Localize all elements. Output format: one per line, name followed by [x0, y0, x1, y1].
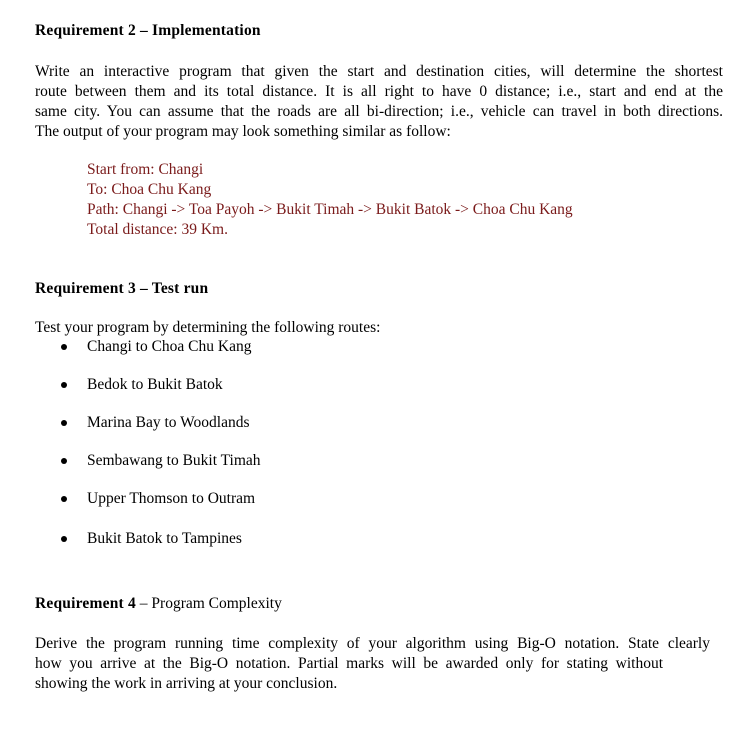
- list-item: [0, 451, 754, 489]
- sample-destination: To: Choa Chu Kang: [87, 181, 212, 198]
- bullet-icon: [61, 458, 67, 464]
- req4-line: Derive the program running time complexity of your algorithm using Big-O notation. State clearly: [35, 635, 710, 652]
- req2-line: same city. You can assume that the roads are all bi-direction; i.e., vehicle can travel in both directions.: [35, 103, 723, 120]
- req2-line: Write an interactive program that given the start and destination cities, will determine the shortest: [35, 63, 723, 80]
- req4-heading: [35, 595, 282, 613]
- bullet-icon: [61, 344, 67, 350]
- req4-line: how you arrive at the Big-O notation. Partial marks will be awarded only for stating without: [35, 655, 663, 672]
- list-item: [0, 529, 754, 567]
- req3-intro: [35, 318, 723, 338]
- route-text: Sembawang to Bukit Timah: [87, 452, 261, 469]
- req3-heading-text: Requirement 3 – Test run: [35, 280, 209, 297]
- bullet-icon: [61, 536, 67, 542]
- test-route-list: [0, 337, 754, 567]
- route-text: Upper Thomson to Outram: [87, 490, 256, 507]
- list-item: [0, 375, 754, 413]
- req2-line: route between them and its total distance. It is all right to have 0 distance; i.e., start and end at the: [35, 83, 723, 100]
- sample-distance: Total distance: 39 Km.: [87, 221, 228, 238]
- list-item: [0, 337, 754, 375]
- route-text: Marina Bay to Woodlands: [87, 414, 250, 431]
- req4-heading-rest: – Program Complexity: [135, 595, 282, 612]
- req2-paragraph: [35, 62, 723, 142]
- req3-heading: [35, 280, 208, 298]
- route-text: Bedok to Bukit Batok: [87, 376, 223, 393]
- sample-path: Path: Changi -> Toa Payoh -> Bukit Timah -> Bukit Batok -> Choa Chu Kang: [87, 201, 573, 218]
- req4-paragraph: [35, 634, 723, 694]
- route-text: Bukit Batok to Tampines: [87, 530, 242, 547]
- req4-heading-bold: Requirement 4: [35, 595, 136, 612]
- list-item: [0, 413, 754, 451]
- bullet-icon: [61, 382, 67, 388]
- route-text: Changi to Choa Chu Kang: [87, 338, 252, 355]
- req2-heading-text: Requirement 2 – Implementation: [35, 22, 261, 39]
- req3-intro-text: Test your program by determining the following routes:: [35, 319, 381, 336]
- bullet-icon: [61, 496, 67, 502]
- req2-line: The output of your program may look something similar as follow:: [35, 123, 451, 140]
- req4-line: showing the work in arriving at your conclusion.: [35, 675, 338, 692]
- sample-start: Start from: Changi: [87, 161, 204, 178]
- bullet-icon: [61, 420, 67, 426]
- list-item: [0, 489, 754, 527]
- sample-output: [87, 160, 573, 240]
- req2-heading: [35, 22, 261, 40]
